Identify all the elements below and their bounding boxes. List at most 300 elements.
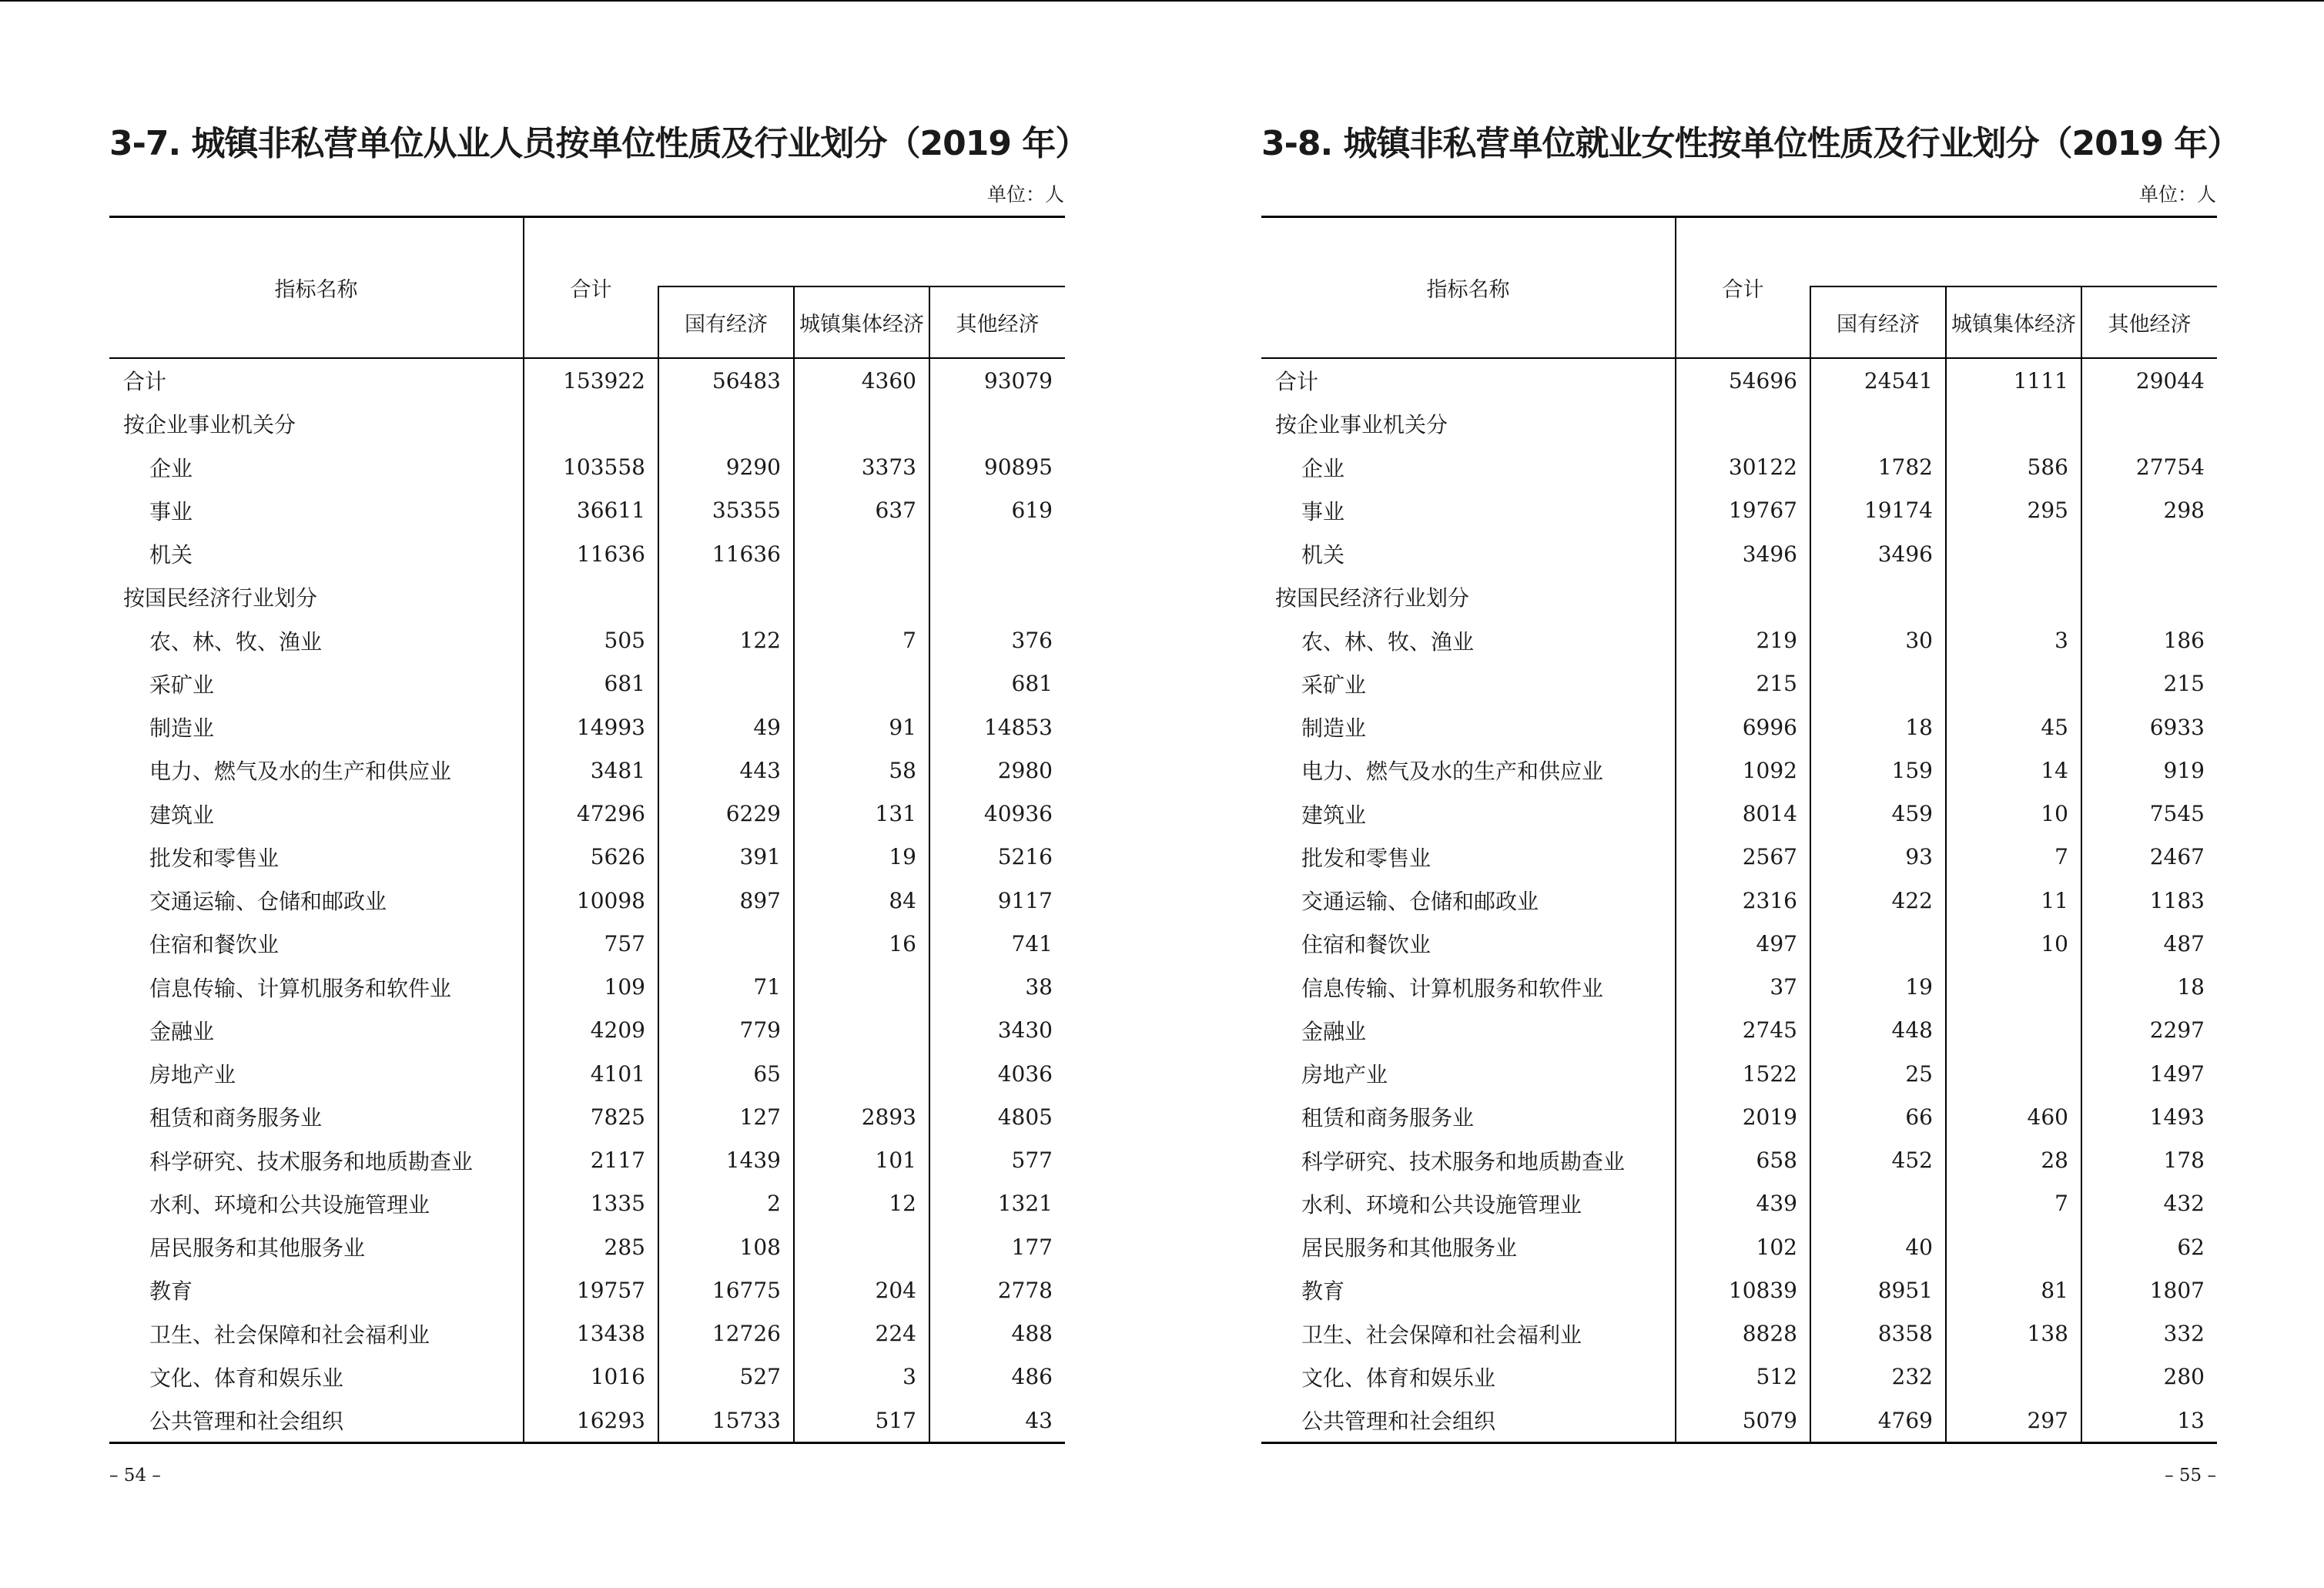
- table-row: [109, 792, 1065, 836]
- cell-total: 2117: [524, 1139, 658, 1182]
- cell-other-economy: 577: [929, 1139, 1065, 1182]
- cell-state-economy: 1439: [658, 1139, 794, 1182]
- cell-total: 658: [1676, 1139, 1810, 1182]
- cell-other-economy: 93079: [929, 358, 1065, 402]
- table-row: [109, 966, 1065, 1009]
- row-label: 交通运输、仓储和邮政业: [149, 889, 387, 915]
- cell-other-economy: 1497: [2081, 1052, 2217, 1095]
- table-row: [1261, 749, 2217, 792]
- row-label: 金融业: [1301, 1018, 1367, 1044]
- cell-state-economy: 56483: [658, 358, 794, 402]
- cell-state-economy: 122: [658, 619, 794, 662]
- cell-total: 36611: [524, 489, 658, 532]
- table-row: [109, 705, 1065, 749]
- table-title: 3-8. 城镇非私营单位就业女性按单位性质及行业划分（2019 年）: [1261, 124, 2241, 163]
- table-row: [109, 1312, 1065, 1355]
- table-row: [1261, 966, 2217, 1009]
- unit-label: 单位：人: [986, 183, 1064, 206]
- table-row: [1261, 1009, 2217, 1052]
- row-label: 农、林、牧、渔业: [149, 628, 323, 655]
- cell-state-economy: 2: [658, 1182, 794, 1225]
- cell-state-economy: [1810, 1182, 1946, 1225]
- cell-total: [524, 402, 658, 445]
- cell-total: 1335: [524, 1182, 658, 1225]
- cell-state-economy: 108: [658, 1225, 794, 1268]
- cell-other-economy: 619: [929, 489, 1065, 532]
- cell-collective-economy: 3: [1946, 619, 2081, 662]
- cell-state-economy: 24541: [1810, 358, 1946, 402]
- cell-total: [1676, 575, 1810, 618]
- cell-state-economy: 12726: [658, 1312, 794, 1355]
- table-row: [1261, 1052, 2217, 1095]
- table-row: [1261, 879, 2217, 922]
- row-label: 居民服务和其他服务业: [149, 1235, 366, 1261]
- table-row: [1261, 1182, 2217, 1225]
- cell-other-economy: 2778: [929, 1268, 1065, 1312]
- cell-total: 2316: [1676, 879, 1810, 922]
- cell-collective-economy: 131: [794, 792, 929, 836]
- row-label: 建筑业: [149, 802, 215, 828]
- table-row: [1261, 1268, 2217, 1312]
- cell-other-economy: 487: [2081, 922, 2217, 965]
- table-row: [1261, 402, 2217, 445]
- cell-state-economy: 232: [1810, 1355, 1946, 1399]
- cell-total: 153922: [524, 358, 658, 402]
- cell-total: 219: [1676, 619, 1810, 662]
- cell-state-economy: 527: [658, 1355, 794, 1399]
- cell-other-economy: 1321: [929, 1182, 1065, 1225]
- cell-total: 30122: [1676, 446, 1810, 489]
- row-label: 卫生、社会保障和社会福利业: [149, 1322, 430, 1348]
- row-label: 企业: [149, 455, 193, 481]
- cell-other-economy: [2081, 532, 2217, 575]
- table-row: [109, 922, 1065, 965]
- table-row: [109, 836, 1065, 879]
- cell-other-economy: 741: [929, 922, 1065, 965]
- cell-total: 215: [1676, 662, 1810, 705]
- cell-total: 1522: [1676, 1052, 1810, 1095]
- table-row: [109, 446, 1065, 489]
- table-row: [109, 575, 1065, 618]
- table-body: [1261, 358, 2217, 1443]
- cell-other-economy: 43: [929, 1399, 1065, 1443]
- cell-total: 10098: [524, 879, 658, 922]
- cell-total: 5079: [1676, 1399, 1810, 1443]
- cell-collective-economy: 4360: [794, 358, 929, 402]
- row-label: 农、林、牧、渔业: [1301, 628, 1475, 655]
- row-label: 采矿业: [1301, 672, 1367, 698]
- cell-state-economy: 127: [658, 1095, 794, 1138]
- cell-total: 757: [524, 922, 658, 965]
- cell-state-economy: 71: [658, 966, 794, 1009]
- cell-collective-economy: [1946, 1225, 2081, 1268]
- table-row: [109, 489, 1065, 532]
- cell-total: 5626: [524, 836, 658, 879]
- cell-state-economy: [1810, 575, 1946, 618]
- row-label: 租赁和商务服务业: [149, 1105, 323, 1131]
- cell-collective-economy: [1946, 1009, 2081, 1052]
- cell-state-economy: 3496: [1810, 532, 1946, 575]
- row-label: 租赁和商务服务业: [1301, 1105, 1475, 1131]
- cell-collective-economy: 91: [794, 705, 929, 749]
- header-collective-economy: 城镇集体经济: [794, 286, 929, 358]
- cell-other-economy: 1183: [2081, 879, 2217, 922]
- cell-other-economy: 178: [2081, 1139, 2217, 1182]
- table-row: [1261, 836, 2217, 879]
- row-label: 水利、环境和公共设施管理业: [1301, 1191, 1582, 1218]
- row-label: 科学研究、技术服务和地质勘查业: [1301, 1148, 1626, 1174]
- cell-other-economy: 486: [929, 1355, 1065, 1399]
- cell-other-economy: 1493: [2081, 1095, 2217, 1138]
- row-label: 房地产业: [149, 1062, 236, 1088]
- cell-state-economy: 452: [1810, 1139, 1946, 1182]
- cell-other-economy: 90895: [929, 446, 1065, 489]
- table-row: [1261, 1355, 2217, 1399]
- row-label: 事业: [1301, 498, 1345, 524]
- header-state-economy: 国有经济: [1810, 286, 1946, 358]
- header-spacer: [658, 217, 1065, 287]
- cell-total: 8828: [1676, 1312, 1810, 1355]
- cell-other-economy: 376: [929, 619, 1065, 662]
- cell-collective-economy: 16: [794, 922, 929, 965]
- cell-total: 2745: [1676, 1009, 1810, 1052]
- row-label: 电力、燃气及水的生产和供应业: [1301, 759, 1604, 785]
- header-total: 合计: [1676, 217, 1810, 359]
- cell-other-economy: 2467: [2081, 836, 2217, 879]
- table-row: [1261, 1139, 2217, 1182]
- cell-collective-economy: 3373: [794, 446, 929, 489]
- table-row: [1261, 662, 2217, 705]
- cell-other-economy: 2297: [2081, 1009, 2217, 1052]
- cell-total: 11636: [524, 532, 658, 575]
- row-label: 信息传输、计算机服务和软件业: [1301, 975, 1604, 1001]
- cell-total: 497: [1676, 922, 1810, 965]
- cell-total: [524, 575, 658, 618]
- table-row: [109, 619, 1065, 662]
- cell-state-economy: [1810, 402, 1946, 445]
- table-row: [1261, 1095, 2217, 1138]
- cell-state-economy: 35355: [658, 489, 794, 532]
- row-label: 按企业事业机关分: [123, 412, 296, 438]
- header-indicator-name: 指标名称: [274, 278, 358, 302]
- cell-state-economy: 1782: [1810, 446, 1946, 489]
- row-label: 文化、体育和娱乐业: [149, 1365, 344, 1391]
- cell-total: [1676, 402, 1810, 445]
- cell-other-economy: 432: [2081, 1182, 2217, 1225]
- row-label: 按国民经济行业划分: [123, 585, 318, 611]
- cell-total: 6996: [1676, 705, 1810, 749]
- cell-collective-economy: 7: [1946, 836, 2081, 879]
- table-row: [1261, 358, 2217, 402]
- row-label: 信息传输、计算机服务和软件业: [149, 975, 452, 1001]
- cell-state-economy: 19: [1810, 966, 1946, 1009]
- cell-collective-economy: 84: [794, 879, 929, 922]
- row-label: 交通运输、仓储和邮政业: [1301, 889, 1539, 915]
- cell-other-economy: 62: [2081, 1225, 2217, 1268]
- row-label: 居民服务和其他服务业: [1301, 1235, 1518, 1261]
- cell-other-economy: 280: [2081, 1355, 2217, 1399]
- cell-state-economy: 15733: [658, 1399, 794, 1443]
- cell-other-economy: 2980: [929, 749, 1065, 792]
- cell-collective-economy: 28: [1946, 1139, 2081, 1182]
- cell-other-economy: 177: [929, 1225, 1065, 1268]
- cell-other-economy: 14853: [929, 705, 1065, 749]
- cell-collective-economy: 295: [1946, 489, 2081, 532]
- table-row: [109, 749, 1065, 792]
- cell-other-economy: [2081, 575, 2217, 618]
- cell-collective-economy: 138: [1946, 1312, 2081, 1355]
- cell-state-economy: 422: [1810, 879, 1946, 922]
- cell-state-economy: 19174: [1810, 489, 1946, 532]
- table-row: [109, 1399, 1065, 1443]
- cell-other-economy: 40936: [929, 792, 1065, 836]
- table-row: [109, 662, 1065, 705]
- cell-total: 109: [524, 966, 658, 1009]
- cell-total: 7825: [524, 1095, 658, 1138]
- table-row: [109, 1052, 1065, 1095]
- cell-state-economy: [1810, 662, 1946, 705]
- header-spacer: [1810, 217, 2217, 287]
- table-row: [109, 1268, 1065, 1312]
- cell-other-economy: 488: [929, 1312, 1065, 1355]
- cell-total: 16293: [524, 1399, 658, 1443]
- cell-collective-economy: 11: [1946, 879, 2081, 922]
- cell-collective-economy: 101: [794, 1139, 929, 1182]
- cell-total: 505: [524, 619, 658, 662]
- table-row: [109, 1182, 1065, 1225]
- cell-total: 4209: [524, 1009, 658, 1052]
- cell-other-economy: 38: [929, 966, 1065, 1009]
- cell-state-economy: [1810, 922, 1946, 965]
- cell-total: 3481: [524, 749, 658, 792]
- table-row: [109, 1139, 1065, 1182]
- statistics-table: [109, 216, 1065, 1444]
- cell-state-economy: 8951: [1810, 1268, 1946, 1312]
- row-label: 采矿业: [149, 672, 215, 698]
- cell-other-economy: 215: [2081, 662, 2217, 705]
- cell-state-economy: 18: [1810, 705, 1946, 749]
- cell-collective-economy: 1111: [1946, 358, 2081, 402]
- cell-total: 37: [1676, 966, 1810, 1009]
- cell-collective-economy: [794, 662, 929, 705]
- cell-total: 1016: [524, 1355, 658, 1399]
- cell-state-economy: 443: [658, 749, 794, 792]
- row-label: 按企业事业机关分: [1275, 412, 1448, 438]
- row-label: 房地产业: [1301, 1062, 1388, 1088]
- cell-total: 3496: [1676, 532, 1810, 575]
- row-label: 企业: [1301, 455, 1345, 481]
- cell-collective-economy: [794, 1225, 929, 1268]
- cell-collective-economy: [1946, 575, 2081, 618]
- cell-state-economy: 6229: [658, 792, 794, 836]
- cell-collective-economy: [794, 402, 929, 445]
- cell-state-economy: 459: [1810, 792, 1946, 836]
- cell-other-economy: [2081, 402, 2217, 445]
- cell-state-economy: [658, 922, 794, 965]
- page-left: [109, 0, 1089, 1588]
- table-row: [1261, 792, 2217, 836]
- cell-collective-economy: 12: [794, 1182, 929, 1225]
- cell-collective-economy: 637: [794, 489, 929, 532]
- cell-collective-economy: 297: [1946, 1399, 2081, 1443]
- cell-other-economy: 5216: [929, 836, 1065, 879]
- table-row: [1261, 705, 2217, 749]
- cell-other-economy: 919: [2081, 749, 2217, 792]
- table-title: 3-7. 城镇非私营单位从业人员按单位性质及行业划分（2019 年）: [109, 124, 1089, 163]
- cell-other-economy: 4036: [929, 1052, 1065, 1095]
- cell-other-economy: 9117: [929, 879, 1065, 922]
- cell-total: 512: [1676, 1355, 1810, 1399]
- header-state-economy: 国有经济: [658, 286, 794, 358]
- table-body: [109, 358, 1065, 1443]
- cell-total: 8014: [1676, 792, 1810, 836]
- row-label: 科学研究、技术服务和地质勘查业: [149, 1148, 474, 1174]
- cell-total: 681: [524, 662, 658, 705]
- unit-label: 单位：人: [2138, 183, 2216, 206]
- row-label: 合计: [123, 369, 167, 395]
- cell-collective-economy: 7: [794, 619, 929, 662]
- cell-collective-economy: 10: [1946, 922, 2081, 965]
- row-label: 文化、体育和娱乐业: [1301, 1365, 1496, 1391]
- row-label: 水利、环境和公共设施管理业: [149, 1191, 430, 1218]
- cell-collective-economy: 460: [1946, 1095, 2081, 1138]
- cell-total: 4101: [524, 1052, 658, 1095]
- cell-other-economy: 332: [2081, 1312, 2217, 1355]
- cell-collective-economy: [1946, 402, 2081, 445]
- row-label: 合计: [1275, 369, 1319, 395]
- row-label: 卫生、社会保障和社会福利业: [1301, 1322, 1582, 1348]
- cell-state-economy: 30: [1810, 619, 1946, 662]
- cell-collective-economy: 586: [1946, 446, 2081, 489]
- cell-other-economy: 29044: [2081, 358, 2217, 402]
- cell-state-economy: 4769: [1810, 1399, 1946, 1443]
- cell-total: 19757: [524, 1268, 658, 1312]
- page-number: – 54 –: [109, 1466, 161, 1486]
- cell-other-economy: 27754: [2081, 446, 2217, 489]
- table-row: [1261, 922, 2217, 965]
- cell-collective-economy: 81: [1946, 1268, 2081, 1312]
- page-right: [1261, 0, 2241, 1588]
- row-label: 住宿和餐饮业: [1301, 932, 1432, 958]
- table-row: [1261, 489, 2217, 532]
- cell-total: 54696: [1676, 358, 1810, 402]
- cell-collective-economy: 2893: [794, 1095, 929, 1138]
- table-row: [1261, 532, 2217, 575]
- cell-collective-economy: [1946, 1355, 2081, 1399]
- row-label: 公共管理和社会组织: [109, 1399, 524, 1443]
- header-collective-economy: 城镇集体经济: [1946, 286, 2081, 358]
- cell-other-economy: 13: [2081, 1399, 2217, 1443]
- header-total: 合计: [524, 217, 658, 359]
- cell-total: 102: [1676, 1225, 1810, 1268]
- cell-state-economy: 40: [1810, 1225, 1946, 1268]
- cell-collective-economy: [794, 1009, 929, 1052]
- row-label: 批发和零售业: [1301, 845, 1432, 871]
- cell-collective-economy: [794, 532, 929, 575]
- cell-total: 14993: [524, 705, 658, 749]
- cell-total: 19767: [1676, 489, 1810, 532]
- cell-other-economy: [929, 575, 1065, 618]
- table-row: [109, 1355, 1065, 1399]
- table-row: [109, 402, 1065, 445]
- cell-total: 10839: [1676, 1268, 1810, 1312]
- cell-total: 285: [524, 1225, 658, 1268]
- cell-collective-economy: [1946, 1052, 2081, 1095]
- cell-collective-economy: 58: [794, 749, 929, 792]
- table-row: [1261, 1312, 2217, 1355]
- header-indicator-name: 指标名称: [1426, 278, 1510, 302]
- cell-other-economy: 7545: [2081, 792, 2217, 836]
- row-label: 制造业: [1301, 715, 1367, 742]
- statistics-table: [1261, 216, 2217, 1444]
- cell-state-economy: 66: [1810, 1095, 1946, 1138]
- row-label: 金融业: [149, 1018, 215, 1044]
- cell-collective-economy: [1946, 966, 2081, 1009]
- cell-other-economy: 298: [2081, 489, 2217, 532]
- row-label: 机关: [1301, 542, 1345, 568]
- table-row: [109, 1225, 1065, 1268]
- cell-state-economy: 159: [1810, 749, 1946, 792]
- page-number: – 55 –: [2165, 1466, 2216, 1486]
- cell-state-economy: 49: [658, 705, 794, 749]
- cell-state-economy: 448: [1810, 1009, 1946, 1052]
- row-label: 住宿和餐饮业: [149, 932, 280, 958]
- cell-state-economy: 65: [658, 1052, 794, 1095]
- cell-collective-economy: [1946, 532, 2081, 575]
- cell-total: 103558: [524, 446, 658, 489]
- cell-state-economy: 8358: [1810, 1312, 1946, 1355]
- cell-total: 439: [1676, 1182, 1810, 1225]
- cell-other-economy: 18: [2081, 966, 2217, 1009]
- cell-total: 2019: [1676, 1095, 1810, 1138]
- row-label: 批发和零售业: [149, 845, 280, 871]
- cell-state-economy: [658, 575, 794, 618]
- cell-state-economy: [658, 662, 794, 705]
- table-row: [109, 1095, 1065, 1138]
- cell-collective-economy: 224: [794, 1312, 929, 1355]
- cell-other-economy: [929, 532, 1065, 575]
- row-label: 按国民经济行业划分: [1275, 585, 1470, 611]
- cell-total: 1092: [1676, 749, 1810, 792]
- cell-collective-economy: [794, 575, 929, 618]
- cell-other-economy: 4805: [929, 1095, 1065, 1138]
- cell-collective-economy: 7: [1946, 1182, 2081, 1225]
- cell-collective-economy: 10: [1946, 792, 2081, 836]
- cell-collective-economy: [1946, 662, 2081, 705]
- table-row: [109, 358, 1065, 402]
- table-row: [1261, 1399, 2217, 1443]
- table-row: [1261, 619, 2217, 662]
- cell-state-economy: 779: [658, 1009, 794, 1052]
- cell-state-economy: 25: [1810, 1052, 1946, 1095]
- cell-collective-economy: 14: [1946, 749, 2081, 792]
- cell-state-economy: 897: [658, 879, 794, 922]
- table-row: [1261, 1225, 2217, 1268]
- cell-collective-economy: 517: [794, 1399, 929, 1443]
- cell-state-economy: 391: [658, 836, 794, 879]
- row-label: 教育: [1301, 1278, 1345, 1305]
- cell-state-economy: 11636: [658, 532, 794, 575]
- cell-collective-economy: [794, 966, 929, 1009]
- row-label: 公共管理和社会组织: [1261, 1399, 1676, 1443]
- cell-other-economy: 6933: [2081, 705, 2217, 749]
- cell-collective-economy: [794, 1052, 929, 1095]
- row-label: 教育: [149, 1278, 193, 1305]
- header-other-economy: 其他经济: [2081, 286, 2217, 358]
- cell-state-economy: [658, 402, 794, 445]
- cell-other-economy: [929, 402, 1065, 445]
- cell-collective-economy: 19: [794, 836, 929, 879]
